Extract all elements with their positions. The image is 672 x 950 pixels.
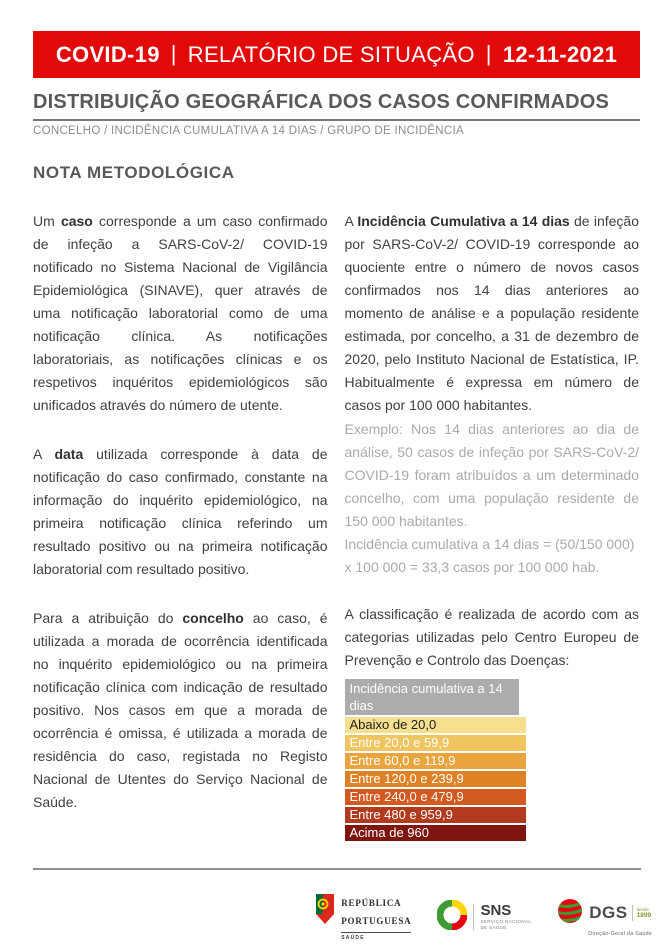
republica-line2: PORTUGUESA xyxy=(341,916,412,926)
republica-portuguesa-logo xyxy=(315,893,411,941)
dgs-name: DGS xyxy=(589,903,628,922)
legend-row: Entre 20,0 e 59,9 xyxy=(345,735,526,751)
banner-report-title: RELATÓRIO DE SITUAÇÃO xyxy=(187,41,475,67)
incidence-legend-rows xyxy=(345,717,526,841)
incidence-legend xyxy=(345,679,526,841)
paragraph-caso: Um caso corresponde a um caso confirmado de infeção a SARS-CoV-2/ COVID-19 notificado no Sistema Nacional de Vigilância Epidemiológica (SINAVE), quer através de uma notificação laboratorial como de uma notificação clínica. As notificações laboratoriais, as notificações clínicas e os respetivos inquéritos epidemiológicos são unificados através do número de utente. xyxy=(33,213,328,413)
banner-separator: | xyxy=(170,40,177,66)
paragraph-data: A data utilizada corresponde à data de notificação do caso confirmado, constante na informação do inquérito epidemiológico, na primeira notificação clínica referindo um resultado positivo ou na primeira notificação laboratorial com resultado positivo. xyxy=(33,446,328,577)
legend-row: Entre 120,0 e 239,9 xyxy=(345,771,526,787)
republica-text xyxy=(341,893,411,941)
classification-paragraph: A classificação é realizada de acordo com as categorias utilizadas pelo Centro Europeu de Prevenção e Controlo das Doenças: xyxy=(344,606,639,668)
example-text: Exemplo: Nos 14 dias anteriores ao dia de análise, 50 casos de infeção por SARS-CoV-2/ COVID-19 foram atribuídos a um determinado concelho, com uma população residente de 150 000 habitantes. xyxy=(344,421,639,529)
dgs-since-label: desde xyxy=(636,907,649,912)
dgs-globe-icon xyxy=(557,898,585,929)
left-column xyxy=(33,210,328,843)
dgs-since-year: 1899 xyxy=(636,912,652,919)
legend-row: Entre 240,0 e 479,9 xyxy=(345,789,526,805)
footer-logos xyxy=(315,893,652,941)
section-heading: NOTA METODOLÓGICA xyxy=(33,163,235,182)
banner-date: 12-11-2021 xyxy=(502,41,618,67)
republica-flag-icon xyxy=(315,893,335,932)
formula-line-1: Incidência cumulativa a 14 dias = (50/150 000) xyxy=(344,536,635,552)
legend-header: Incidência cumulativa a 14 dias xyxy=(345,679,519,715)
paragraph-incidencia: A Incidência Cumulativa a 14 dias de infeção por SARS-CoV-2/ COVID-19 corresponde ao quociente entre o número de novos casos confirmados nos 14 dias anteriores ao momento de análise e a população residente estimada, por concelho, a 31 de dezembro de 2020, pelo Instituto Nacional de Estatística, IP. Habitualmente é expressa em número de casos por 100 000 habitantes. xyxy=(344,213,639,413)
banner-product-label: COVID-19 xyxy=(55,41,160,67)
paragraph-concelho: Para a atribuição do concelho ao caso, é utilizada a morada de ocorrência identificada no inquérito epidemiológico ou na primeira notificação clínica com indicação de resultado positivo. Nos casos em que a morada de ocorrência é omissa, é utilizada a morada de residência do caso, registada no Registo Nacional de Utentes do Serviço Nacional de Saúde. xyxy=(33,610,328,810)
legend-row: Abaixo de 20,0 xyxy=(345,717,526,733)
banner-separator: | xyxy=(485,40,492,66)
footer-divider xyxy=(33,868,641,870)
methodology-columns xyxy=(33,210,640,843)
sns-sub-line2: DE SAÚDE xyxy=(480,925,507,930)
sns-text xyxy=(480,901,532,931)
report-banner xyxy=(33,31,640,78)
right-column xyxy=(345,210,640,843)
dgs-sub: Direção-Geral da Saúde xyxy=(588,930,652,937)
formula-line-2: x 100 000 = 33,3 casos por 100 000 hab. xyxy=(344,559,600,575)
legend-row: Acima de 960 xyxy=(345,825,526,841)
sns-divider xyxy=(473,904,474,930)
page-subtitle: CONCELHO / INCIDÊNCIA CUMULATIVA A 14 DIAS / GRUPO DE INCIDÊNCIA xyxy=(33,125,464,137)
legend-row: Entre 480 e 959,9 xyxy=(345,807,526,823)
sns-name: SNS xyxy=(480,901,512,919)
republica-sub: SAÚDE xyxy=(341,932,411,941)
republica-line1: REPÚBLICA xyxy=(341,898,402,908)
legend-row: Entre 60,0 e 119,9 xyxy=(345,753,526,769)
dgs-since xyxy=(637,907,651,919)
dgs-divider xyxy=(632,905,633,921)
sns-ring-icon xyxy=(437,900,467,935)
example-block xyxy=(345,418,640,579)
sns-sub-line1: SERVIÇO NACIONAL xyxy=(480,918,532,924)
page-title: DISTRIBUIÇÃO GEOGRÁFICA DOS CASOS CONFIRMADOS xyxy=(33,91,640,121)
sns-logo xyxy=(437,900,531,935)
dgs-logo xyxy=(557,898,652,937)
